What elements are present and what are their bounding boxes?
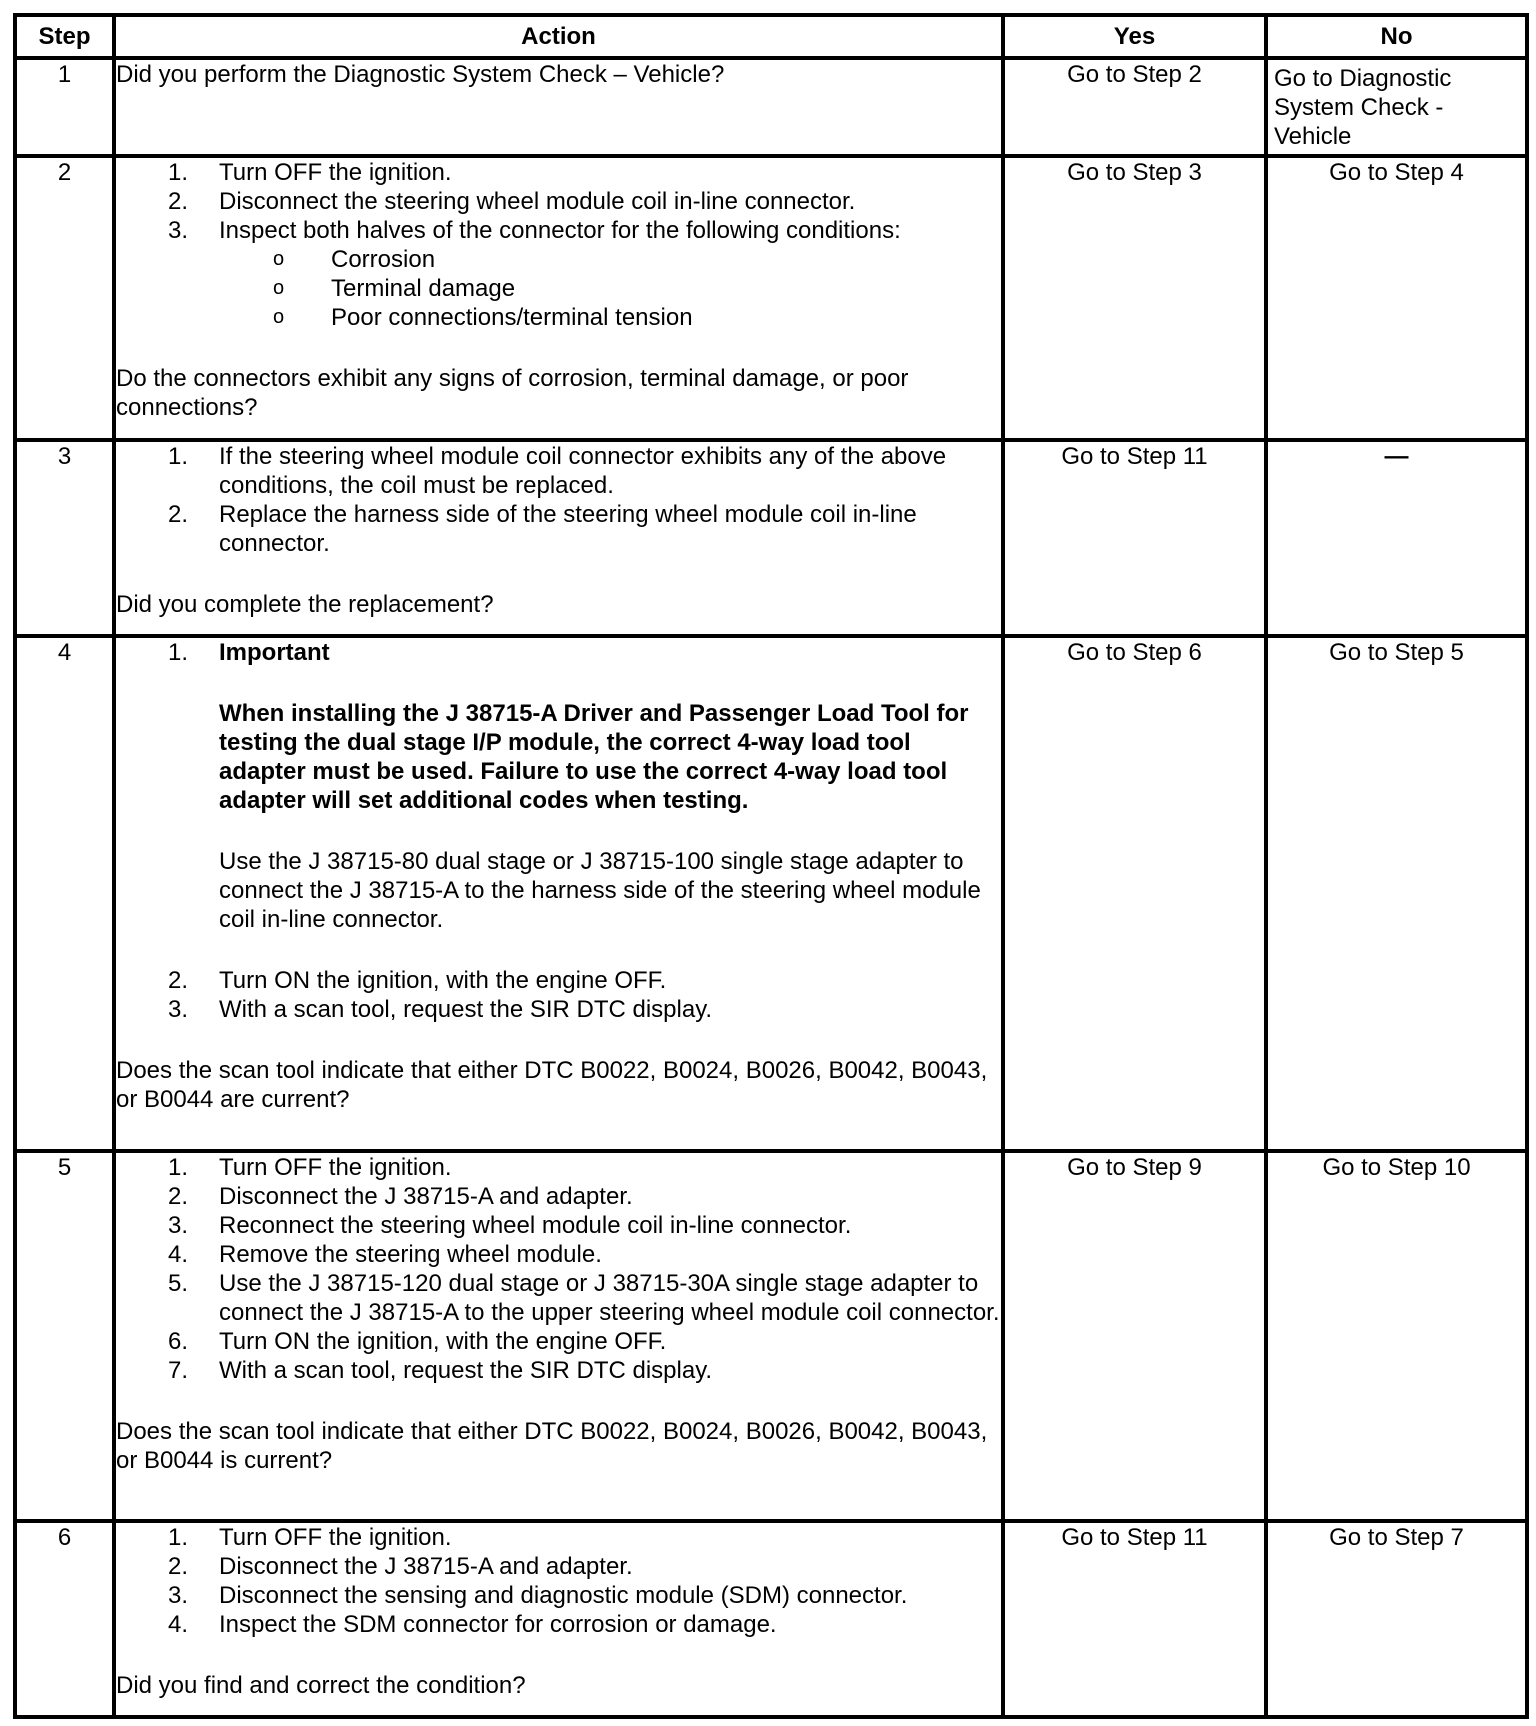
no-result: Go to Step 7 [1266, 1521, 1527, 1717]
instruction-list [116, 442, 1001, 558]
item-number: 2. [167, 501, 188, 528]
list-item [116, 1182, 1001, 1211]
bullet-text: Terminal damage [331, 275, 516, 302]
list-item [116, 1552, 1001, 1581]
no-result: Go to Step 10 [1266, 1151, 1527, 1521]
item-number: 3. [167, 996, 188, 1023]
list-item [273, 274, 1001, 303]
item-text: With a scan tool, request the SIR DTC display. [219, 996, 713, 1023]
item-number: 4. [167, 1241, 188, 1268]
table-row [15, 1151, 1527, 1521]
item-text: Disconnect the steering wheel module coil in-line connector. [219, 188, 856, 215]
action-cell [114, 1151, 1003, 1521]
header-no: No [1266, 15, 1527, 58]
list-item [116, 995, 1001, 1024]
step-number: 5 [15, 1151, 114, 1521]
item-text: With a scan tool, request the SIR DTC display. [219, 1357, 713, 1384]
item-text: Reconnect the steering wheel module coil in-line connector. [219, 1212, 852, 1239]
list-item [116, 1153, 1001, 1182]
yes-result: Go to Step 11 [1003, 1521, 1266, 1717]
bullet-text: Poor connections/terminal tension [331, 304, 693, 331]
item-number: 1. [167, 1524, 188, 1551]
item-text: Disconnect the sensing and diagnostic module (SDM) connector. [219, 1582, 908, 1609]
table-row [15, 1521, 1527, 1717]
condition-list [116, 245, 1001, 332]
diagnostic-table [13, 13, 1529, 1719]
list-item [116, 158, 1001, 187]
item-text: Turn ON the ignition, with the engine OFF. [219, 967, 667, 994]
no-result: Go to Step 5 [1266, 636, 1527, 1151]
item-text: Use the J 38715-120 dual stage or J 38715-30A single stage adapter to connect the J 38715-A to the upper steering wheel module coil connector. [219, 1270, 1000, 1326]
item-number: 2. [167, 188, 188, 215]
header-action: Action [114, 15, 1003, 58]
question-text: Did you find and correct the condition? [116, 1672, 526, 1699]
item-number: 3. [167, 1582, 188, 1609]
item-number: 5. [167, 1270, 188, 1297]
step-number: 4 [15, 636, 114, 1151]
yes-result: Go to Step 11 [1003, 440, 1266, 636]
list-item [116, 1523, 1001, 1552]
list-item [116, 187, 1001, 216]
step-number: 2 [15, 156, 114, 440]
item-number: 3. [167, 217, 188, 244]
action-cell [114, 58, 1003, 156]
bullet-text: Corrosion [331, 246, 436, 273]
item-number: 1. [167, 639, 188, 666]
item-text: Turn OFF the ignition. [219, 1524, 452, 1551]
yes-result: Go to Step 2 [1003, 58, 1266, 156]
item-number: 6. [167, 1328, 188, 1355]
list-item [116, 442, 1001, 500]
important-label: Important [219, 639, 330, 666]
item-number: 2. [167, 1553, 188, 1580]
table-row [15, 156, 1527, 440]
step-number: 3 [15, 440, 114, 636]
item-text: Remove the steering wheel module. [219, 1241, 602, 1268]
question-text: Do the connectors exhibit any signs of corrosion, terminal damage, or poor connections? [116, 365, 909, 421]
step-number: 6 [15, 1521, 114, 1717]
header-yes: Yes [1003, 15, 1266, 58]
item-number: 1. [167, 443, 188, 470]
yes-result: Go to Step 9 [1003, 1151, 1266, 1521]
header-row [15, 15, 1527, 58]
bullet-icon: o [273, 277, 285, 299]
instruction-list [116, 638, 1001, 1024]
list-item [116, 638, 1001, 934]
header-step: Step [15, 15, 114, 58]
item-text: If the steering wheel module coil connector exhibits any of the above conditions, the coil must be replaced. [219, 443, 947, 499]
instruction-list [116, 1523, 1001, 1639]
bullet-icon: o [273, 306, 285, 328]
table-row [15, 440, 1527, 636]
item-text: Turn ON the ignition, with the engine OFF. [219, 1328, 667, 1355]
question-text: Does the scan tool indicate that either DTC B0022, B0024, B0026, B0042, B0043, or B0044 are current? [116, 1057, 988, 1113]
important-notice: When installing the J 38715-A Driver and Passenger Load Tool for testing the dual stage I/P module, the correct 4-way load tool adapter must be used. Failure to use the correct 4-way load tool adapter will set additional codes when testing. [219, 700, 969, 814]
instruction-list [116, 1153, 1001, 1385]
item-text: Inspect the SDM connector for corrosion or damage. [219, 1611, 777, 1638]
no-result: Go to Step 4 [1266, 156, 1527, 440]
item-number: 2. [167, 967, 188, 994]
instruction-list [116, 158, 1001, 245]
item-number: 4. [167, 1611, 188, 1638]
list-item [116, 1327, 1001, 1356]
list-item [116, 966, 1001, 995]
list-item [116, 216, 1001, 245]
item-number: 7. [167, 1357, 188, 1384]
item-number: 3. [167, 1212, 188, 1239]
item-text: Disconnect the J 38715-A and adapter. [219, 1553, 633, 1580]
list-item [116, 1240, 1001, 1269]
list-item [116, 1610, 1001, 1639]
yes-result: Go to Step 3 [1003, 156, 1266, 440]
table-row [15, 58, 1527, 156]
item-number: 1. [167, 159, 188, 186]
item-number: 1. [167, 1154, 188, 1181]
list-item [273, 245, 1001, 274]
list-item [116, 500, 1001, 558]
step-number: 1 [15, 58, 114, 156]
item-text: Inspect both halves of the connector for the following conditions: [219, 217, 901, 244]
question-text: Did you perform the Diagnostic System Check – Vehicle? [116, 61, 725, 88]
list-item [116, 1269, 1001, 1327]
item-body [219, 638, 1001, 934]
no-result: Go to Diagnostic System Check - Vehicle [1266, 58, 1527, 156]
question-text: Did you complete the replacement? [116, 591, 494, 618]
item-text: Disconnect the J 38715-A and adapter. [219, 1183, 633, 1210]
no-result: — [1266, 440, 1527, 636]
item-text: Replace the harness side of the steering wheel module coil in-line connector. [219, 501, 917, 557]
list-item [273, 303, 1001, 332]
item-text: Turn OFF the ignition. [219, 1154, 452, 1181]
bullet-icon: o [273, 248, 285, 270]
item-text: Use the J 38715-80 dual stage or J 38715-100 single stage adapter to connect the J 38715-A to the harness side of the steering wheel module coil in-line connector. [219, 848, 981, 933]
action-cell [114, 440, 1003, 636]
yes-result: Go to Step 6 [1003, 636, 1266, 1151]
item-text: Turn OFF the ignition. [219, 159, 452, 186]
list-item [116, 1211, 1001, 1240]
item-number: 2. [167, 1183, 188, 1210]
action-cell [114, 1521, 1003, 1717]
list-item [116, 1581, 1001, 1610]
table-row [15, 636, 1527, 1151]
question-text: Does the scan tool indicate that either DTC B0022, B0024, B0026, B0042, B0043, or B0044 is current? [116, 1418, 988, 1474]
action-cell [114, 156, 1003, 440]
action-cell [114, 636, 1003, 1151]
list-item [116, 1356, 1001, 1385]
